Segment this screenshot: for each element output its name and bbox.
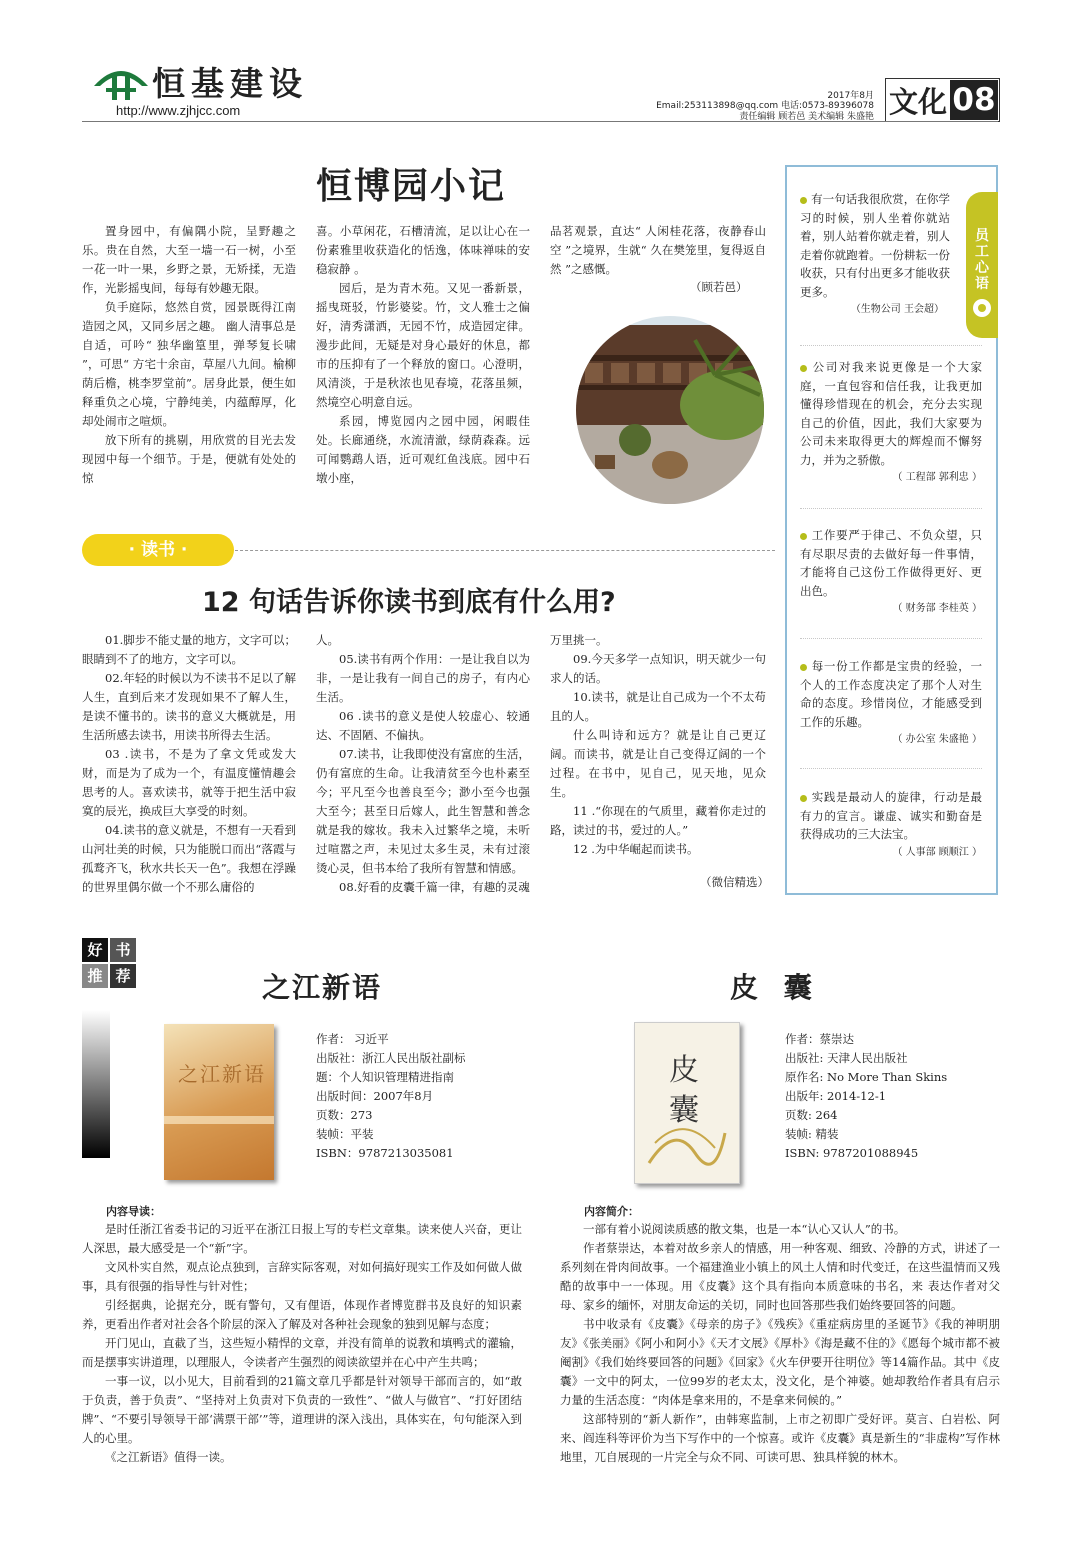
paragraph: 人。 [316, 633, 339, 647]
info-line: 装帧: 精装 [785, 1127, 839, 1141]
paragraph: 02.年轻的时候以为不读书不足以了解人生，直到后来才发现如果不了解人生，是读不懂书的。读书的意义大概就是，用生活所感去读书，用读书所得去生活。 [82, 671, 296, 742]
paragraph: 这部特别的“新人新作”，由韩寒监制，上市之初即广受好评。莫言、白岩松、阿来、阎连科等评价为当下写作中的一个惊喜。或许《皮囊》真是新生的“非虚构”写作林地里，兀自展现的一片完全与众不同、可读可思、独具样貌的林木。 [560, 1412, 1000, 1464]
reading-col-2 [316, 631, 530, 897]
quote-divider [800, 508, 982, 509]
book1-intro [82, 1220, 522, 1467]
quote-text: 实践是最动人的旋律，行动是最有力的宣言。谦虚、诚实和勤奋是获得成功的三大法宝。 [800, 790, 982, 841]
book1-intro-head: 内容导读： [106, 1205, 161, 1218]
sidebar-tab-label: 员工心语 [975, 228, 989, 292]
info-line: 页数：273 [316, 1108, 373, 1122]
reading-col-1 [82, 631, 296, 897]
rec-tag-char: 好 [82, 938, 108, 962]
article-col-1 [82, 222, 296, 488]
paragraph: 放下所有的挑剔，用欣赏的目光去发现园中每一个细节。于是，便就有处处的惊 [82, 433, 296, 485]
paragraph: 03 .读书，不是为了拿文凭或发大财，而是为了成为一个，有温度懂情趣会思考的人。喜欢读书，就等于把生活中寂寞的辰光，换成巨大享受的时刻。 [82, 747, 296, 818]
masthead [0, 0, 1080, 125]
info-line: 原作名: No More Than Skins [785, 1070, 948, 1084]
bullet-icon [800, 197, 807, 204]
quote-text: 工作要严于律己、不负众望，只有尽职尽责的去做好每一件事情，才能将自己这份工作做得更好、更出色。 [800, 528, 982, 598]
book1-title: 之江新语 [262, 971, 383, 1004]
article-col-2 [316, 222, 530, 488]
paragraph: 是时任浙江省委书记的习近平在浙江日报上写的专栏文章集。读来使人兴奋，更让人深思，最大感受是一个“新”字。 [82, 1222, 522, 1255]
paragraph: 系园，博览园内之园中园，闲暇佳处。长廊通绕，水流清澈，绿荫森森。远可闻鹦鹉人语，近可观红鱼浅底。园中石墩小座， [316, 414, 530, 485]
quote-sign: （ 办公室 朱盛艳 ） [892, 734, 982, 745]
book2-cover-title: 皮囊 [669, 1053, 699, 1128]
book1-cover-title: 之江新语 [178, 1062, 266, 1086]
tab-dot-icon [973, 299, 991, 317]
rec-tag-row1 [82, 938, 138, 962]
book2-title: 皮 囊 [730, 971, 820, 1004]
paragraph: 品茗观景，直达“ 人闲桂花落，夜静春山空 ”之境界，生就“ 久在樊笼里，复得返自然 ”之感慨。 [550, 224, 766, 276]
quote-divider [800, 638, 982, 639]
quote-item [800, 190, 950, 320]
paragraph: 01.脚步不能丈量的地方，文字可以；眼睛到不了的地方，文字可以。 [82, 633, 296, 666]
quote-sign: （ 财务部 李桂英 ） [892, 603, 982, 614]
info-line: ISBN：9787213035081 [316, 1146, 454, 1160]
paragraph: 万里挑一。 [550, 633, 608, 647]
quote-sign: （ 人事部 顾顺江 ） [892, 846, 982, 858]
bullet-icon [800, 365, 807, 372]
article-col-3 [550, 222, 766, 279]
bullet-icon [800, 795, 807, 802]
quote-item [800, 788, 982, 862]
paragraph: 喜。小草闲花，石槽清流，足以让心在一份素雅里收获造化的恬逸，体味禅味的安稳寂静 。 [316, 224, 530, 276]
masthead-divider [82, 121, 998, 122]
bullet-icon [800, 664, 807, 671]
paragraph: 11 .“你现在的气质里，藏着你走过的路，读过的书，爱过的人。” [550, 804, 766, 837]
info-line: 页数: 264 [785, 1108, 838, 1122]
contact-info: Email:253113898@qq.com 电话:0573-89396078 [656, 101, 874, 111]
paragraph: 一事一议，以小见大，目前看到的21篇文章几乎都是针对领导干部而言的，如“敢于负责，善于负责”、“坚持对上负责对下负责的一致性”、“做人与做官”、“打好团结牌”、“不要引导领导干部‘满票干部’”等，道理讲的深入浅出，具体实在，句句能深入到人的心里。 [82, 1374, 522, 1445]
info-line: 出版社：浙江人民出版社副标 [316, 1051, 466, 1065]
logo-icon [92, 62, 150, 102]
article-title: 恒博园小记 [316, 166, 507, 207]
paragraph: 负手庭际，悠然自赏，园景既得江南造园之风，又同乡居之趣。 幽人清事总是自适，可吟“ 独华幽篁里，弹琴复长啸 ”，可思“ 方宅十余亩，草屋八九间。榆柳荫后檐，桃李罗堂前”。居身此景，便生如释重负之心境，宁静纯美，内蕴醇厚，化却处闹市之喧烦。 [82, 300, 296, 428]
book2-intro-head: 内容简介： [584, 1205, 639, 1218]
section-name: 文化 [889, 85, 948, 119]
reading-title: 12 句话告诉你读书到底有什么用? [202, 587, 616, 618]
quote-text: 每一份工作都是宝贵的经验，一个人的工作态度决定了那个人对生命的态度。珍惜岗位，才能感受到工作的乐趣。 [800, 659, 982, 729]
reading-divider [235, 550, 775, 551]
editors: 责任编辑 顾若邑 美术编辑 朱盛艳 [739, 112, 874, 122]
paragraph: 10.读书，就是让自己成为一个不太苟且的人。 [550, 690, 766, 723]
reading-source: （微信精选） [700, 875, 769, 889]
book2-intro [560, 1220, 1000, 1467]
paragraph: 07.读书，让我即使没有富庶的生活，仍有富庶的生命。让我清贫至今也朴素至今；平凡至今也善良至今；渺小至今也强大至今；甚至日后嫁人，此生智慧和善念就是我的嫁妆。我未入过繁华之境，未听过喧嚣之声，未见过太多生灵，未有过滚烫心灵，但书本给了我所有智慧和情感。 [316, 747, 530, 875]
quote-divider [800, 345, 982, 346]
book2-info [785, 1030, 985, 1163]
rec-tag-char: 推 [82, 964, 108, 988]
paragraph: 12 .为中华崛起而读书。 [573, 842, 699, 856]
gradient-bar [82, 1010, 110, 1158]
info-line: 出版年: 2014-12-1 [785, 1089, 887, 1103]
info-line: 题：个人知识管理精进指南 [316, 1070, 454, 1084]
issue-date: 2017年8月 [827, 91, 874, 101]
rec-tag-char: 书 [110, 938, 136, 962]
logo-name: 恒基建设 [152, 64, 308, 103]
book1-cover-band [164, 1116, 274, 1124]
quote-text: 有一句话我很欣赏，在你学习的时候，别人坐着你就站着，别人站着你就走着，别人走着你就跑着。一份耕耘一份收获，只有付出更多才能收获更多。 [800, 192, 950, 299]
reading-pill: · 读书 · [82, 534, 234, 566]
paragraph: 08.好看的皮囊千篇一律，有趣的灵魂 [339, 880, 530, 894]
info-line: 出版社: 天津人民出版社 [785, 1051, 908, 1065]
page-number: 08 [950, 80, 998, 120]
quote-sign: （生物公司 王会超） [850, 304, 944, 315]
info-line: 出版时间：2007年8月 [316, 1089, 434, 1103]
rec-tag-row2 [82, 964, 138, 988]
paragraph: 04.读书的意义就是，不想有一天看到山河壮美的时候，只为能脱口而出“落霞与孤鹜齐飞，秋水共长天一色”。我想在浮躁的世界里偶尔做一个不那么庸俗的 [82, 823, 296, 894]
garden-photo [575, 315, 765, 505]
info-line: 作者： 习近平 [316, 1032, 389, 1046]
site-url[interactable]: http://www.zjhjcc.com [116, 103, 241, 118]
paragraph: 作者蔡崇达，本着对故乡亲人的情感，用一种客观、细致、冷静的方式，讲述了一系列刻在骨肉间故事。一个福建渔业小镇上的风土人情和时代变迁，在这些温情而又残酷的故事中一一体现。用《皮囊》这个具有指向本质意味的书名，来 表达作者对父母、家乡的缅怀，对朋友命运的关切，同时也回答那些我们始终要回答的问题。 [560, 1241, 1000, 1312]
quote-text: 公司对我来说更像是一个大家庭，一直包容和信任我，让我更加懂得珍惜现在的机会，充分去实现自己的价值，因此，我们大家要为公司未来取得更大的辉煌而不懈努力，并为之骄傲。 [800, 360, 982, 467]
paragraph: 引经据典，论据充分，既有警句，又有俚语，体现作者博览群书及良好的知识素养，更看出作者对社会各个阶层的深入了解及对各种社会现象的独到见解与态度； [82, 1298, 522, 1331]
quote-item [800, 358, 982, 488]
paragraph: 置身园中，有偏隅小院，呈野趣之乐。贵在自然，大至一墙一石一树，小至一花一叶一果，乡野之景，无矫揉，无造作，光影摇曳间，每每有妙趣无限。 [82, 224, 296, 295]
book1-cover [164, 1024, 274, 1180]
book2-cover [634, 1022, 740, 1184]
info-line: ISBN: 9787201088945 [785, 1146, 919, 1160]
bullet-icon [800, 533, 807, 540]
rec-tag-char: 荐 [110, 964, 136, 988]
paragraph: 书中收录有《皮囊》《母亲的房子》《残疾》《重症病房里的圣诞节》《我的神明朋友》《张美丽》《阿小和阿小》《天才文展》《厚朴》《海是藏不住的》《愿每个城市都不被阉割》《我们始终要回答的问题》《回家》《火车伊要开往明位》等14篇作品。其中《皮囊》一文中的阿太，一位99岁的老太太，没文化，是个神婆。她却教给作者具有启示力量的生活态度：“肉体是拿来用的，不是拿来伺候的。” [560, 1317, 1000, 1407]
paragraph: 06 .读书的意义是使人较虚心、较通达、不固陋、不偏执。 [316, 709, 530, 742]
reading-col-3 [550, 631, 766, 859]
book2-cover-swirl [645, 1113, 729, 1173]
paragraph: 什么叫诗和远方？就是让自己更辽阔。而读书，就是让自己变得辽阔的一个过程。在书中，见自己，见天地，见众生。 [550, 728, 766, 799]
paragraph: 05.读书有两个作用：一是让我自以为非，一是让我有一间自己的房子，有内心生活。 [316, 652, 530, 704]
info-line: 作者：蔡崇达 [785, 1032, 854, 1046]
quote-item [800, 657, 982, 750]
quote-divider [800, 768, 982, 769]
paragraph: 09.今天多学一点知识，明天就少一句求人的话。 [550, 652, 766, 685]
paragraph: 一部有着小说阅读质感的散文集，也是一本“认心又认人”的书。 [583, 1222, 906, 1236]
paragraph: 园后，是为青木苑。又见一番新景，摇曳斑驳，竹影婆娑。竹，文人雅士之偏好，清秀潇洒，无园不竹，成造园定律。漫步此间，无疑是对身心最好的休息，都市的压抑有了一个释放的窗口。心澄明，风清淡，于是秋浓也见春境，花落虽频，然境空心明意自远。 [316, 281, 530, 409]
info-line: 装帧：平装 [316, 1127, 374, 1141]
paragraph: 开门见山，直截了当，这些短小精悍的文章，并没有简单的说教和填鸭式的灌输，而是摆事实讲道理，以理服人，令读者产生强烈的阅读欲望并在心中产生共鸣； [82, 1336, 522, 1369]
paragraph: 文风朴实自然，观点论点独到，言辞实际客观，对如何搞好现实工作及如何做人做事，具有很强的指导性与针对性； [82, 1260, 522, 1293]
book1-info [316, 1030, 536, 1163]
article-author: （顾若邑） [690, 280, 748, 294]
quote-sign: （ 工程部 郭利忠 ） [892, 472, 982, 483]
quote-item [800, 526, 982, 619]
paragraph: 《之江新语》值得一读。 [105, 1450, 232, 1464]
